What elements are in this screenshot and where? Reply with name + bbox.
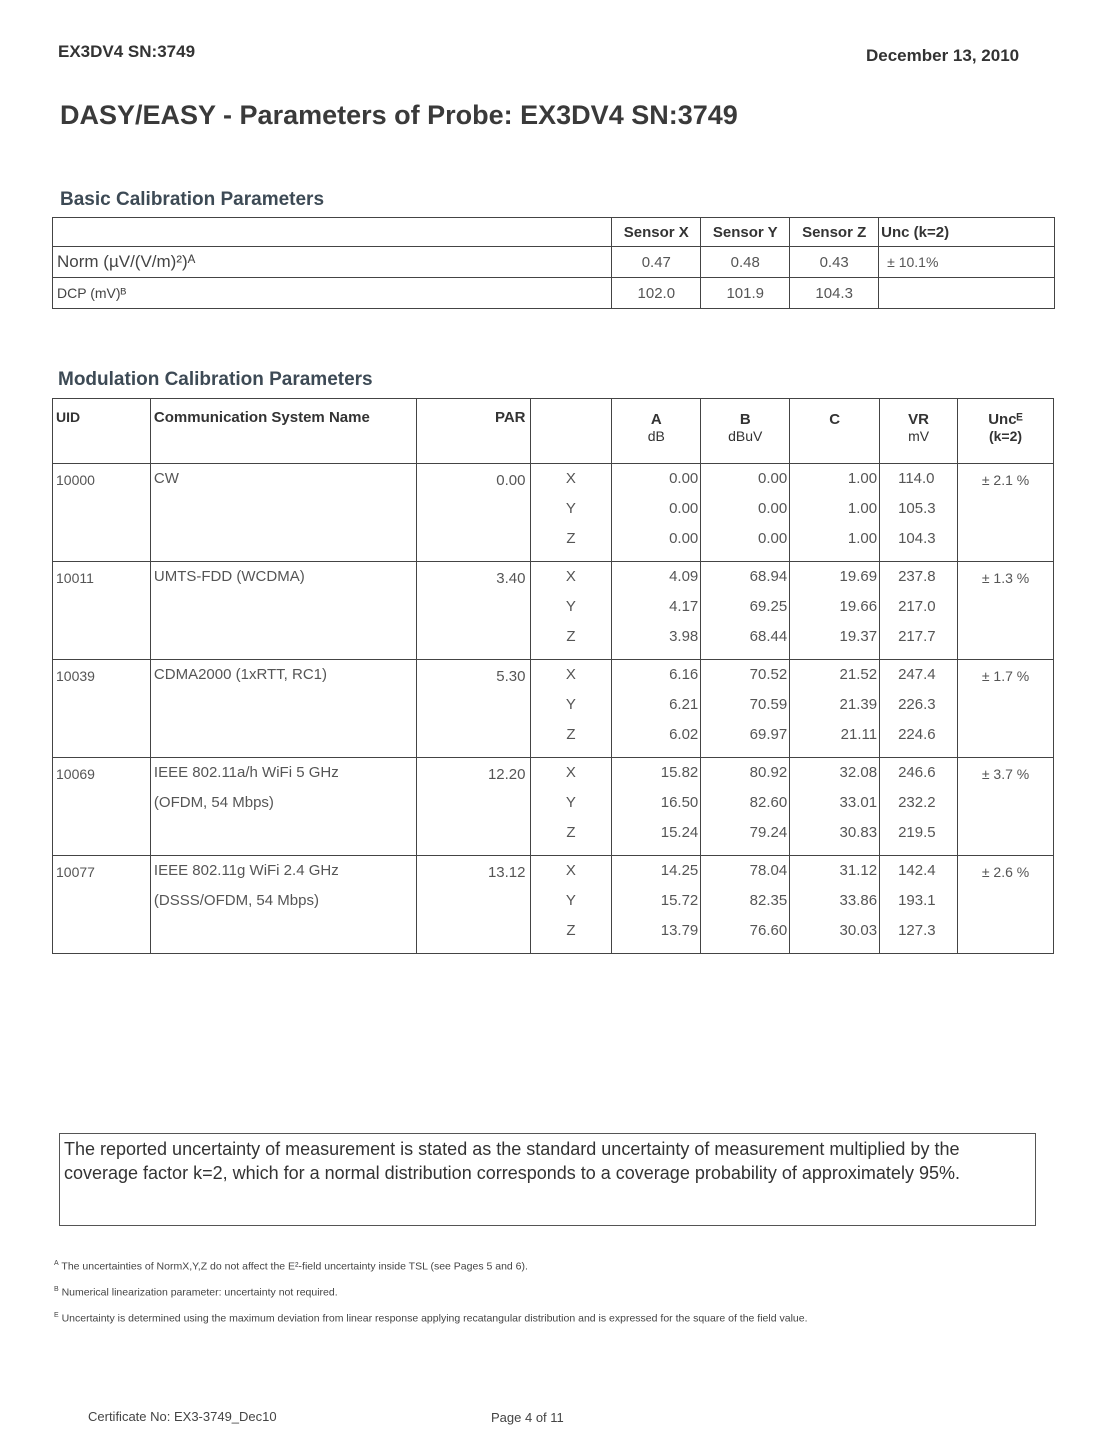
footnote-text: Numerical linearization parameter: uncertainty not required. bbox=[61, 1286, 338, 1299]
mod-cell-b: 69.25 bbox=[749, 598, 788, 615]
mod-axis-col bbox=[530, 660, 612, 758]
mod-b-col bbox=[701, 464, 790, 562]
mod-axis-col bbox=[530, 562, 612, 660]
basic-col-sensor-z: Sensor Z bbox=[790, 218, 879, 247]
mod-c-col bbox=[790, 758, 880, 856]
basic-row-dcp bbox=[53, 278, 1055, 309]
mod-uid: 10000 bbox=[53, 464, 151, 562]
modulation-calibration-heading: Modulation Calibration Parameters bbox=[58, 369, 373, 390]
basic-row-norm bbox=[53, 247, 1055, 278]
mod-cell-b: 82.35 bbox=[749, 892, 788, 909]
basic-col-sensor-y: Sensor Y bbox=[701, 218, 790, 247]
mod-cell-b: 82.60 bbox=[749, 794, 788, 811]
mod-system-name bbox=[150, 856, 416, 954]
modulation-header-row bbox=[53, 399, 1054, 464]
mod-cell-a: 6.16 bbox=[669, 666, 699, 683]
uncertainty-note: The reported uncertainty of measurement is stated as the standard uncertainty of measurement multiplied by the coverage factor k=2, which for a normal distribution corresponds to a coverage probability of approximately 95%. bbox=[59, 1133, 1036, 1226]
mod-cell-b: 0.00 bbox=[757, 500, 788, 517]
mod-col-vr-unit: mV bbox=[908, 428, 930, 444]
mod-cell-b: 69.97 bbox=[749, 726, 788, 743]
mod-cell-c: 19.37 bbox=[839, 628, 878, 645]
page-number: Page 4 of 11 bbox=[491, 1410, 564, 1425]
mod-cell-axis: Y bbox=[565, 598, 576, 615]
mod-cell-c: 31.12 bbox=[839, 862, 878, 879]
mod-cell-vr: 193.1 bbox=[898, 892, 936, 909]
basic-row-label: Norm (µV/(V/m)²)ᴬ bbox=[53, 247, 612, 278]
mod-cell-b: 68.44 bbox=[749, 628, 788, 645]
basic-col-unc: Unc (k=2) bbox=[879, 218, 1055, 247]
mod-cell-vr: 237.8 bbox=[898, 568, 936, 585]
mod-cell-b: 76.60 bbox=[749, 922, 788, 939]
mod-cell-axis: X bbox=[565, 470, 576, 487]
mod-cell-a: 3.98 bbox=[669, 628, 699, 645]
mod-col-unc bbox=[958, 399, 1054, 464]
basic-row-label: DCP (mV)ᴮ bbox=[53, 278, 612, 309]
mod-cell-a: 13.79 bbox=[660, 922, 699, 939]
mod-b-col bbox=[701, 562, 790, 660]
mod-a-col bbox=[612, 758, 701, 856]
basic-cell-unc: ± 10.1% bbox=[879, 247, 1055, 278]
mod-cell-b: 68.94 bbox=[749, 568, 788, 585]
mod-cell-vr: 219.5 bbox=[898, 824, 936, 841]
footnote-text: Uncertainty is determined using the maximum deviation from linear response applying recatangular distribution and is expressed for the square of the field value. bbox=[61, 1312, 808, 1325]
mod-system-name bbox=[150, 562, 416, 660]
mod-uid: 10077 bbox=[53, 856, 151, 954]
mod-uid: 10039 bbox=[53, 660, 151, 758]
basic-cell: 0.47 bbox=[612, 247, 701, 278]
mod-cell-axis: X bbox=[565, 764, 576, 781]
mod-cell-vr: 224.6 bbox=[898, 726, 936, 743]
mod-cell-a: 15.72 bbox=[660, 892, 699, 909]
mod-system-name-line: CW bbox=[153, 470, 179, 487]
basic-cell: 0.48 bbox=[701, 247, 790, 278]
mod-cell-a: 6.21 bbox=[669, 696, 699, 713]
modulation-calibration-table bbox=[52, 398, 1054, 954]
mod-cell-b: 78.04 bbox=[749, 862, 788, 879]
basic-cell: 101.9 bbox=[701, 278, 790, 309]
mod-system-name-line: IEEE 802.11g WiFi 2.4 GHz bbox=[153, 862, 339, 879]
basic-calibration-heading: Basic Calibration Parameters bbox=[60, 189, 325, 210]
mod-vr-col bbox=[880, 660, 958, 758]
mod-a-col bbox=[612, 464, 701, 562]
header-probe-id: EX3DV4 SN:3749 bbox=[58, 42, 196, 61]
footnote-mark: B bbox=[54, 1286, 59, 1293]
basic-calibration-table bbox=[52, 217, 1055, 309]
mod-cell-c: 32.08 bbox=[839, 764, 878, 781]
mod-cell-b: 80.92 bbox=[749, 764, 788, 781]
mod-axis-col bbox=[530, 758, 612, 856]
mod-cell-vr: 127.3 bbox=[898, 922, 936, 939]
mod-b-col bbox=[701, 660, 790, 758]
mod-col-name: Communication System Name bbox=[150, 399, 416, 464]
mod-par: 12.20 bbox=[416, 758, 530, 856]
mod-cell-c: 30.03 bbox=[839, 922, 878, 939]
mod-unc: ± 3.7 % bbox=[958, 758, 1054, 856]
mod-cell-c: 1.00 bbox=[847, 500, 878, 517]
basic-header-row bbox=[53, 218, 1055, 247]
mod-cell-vr: 246.6 bbox=[898, 764, 936, 781]
mod-col-c-label: C bbox=[829, 411, 841, 428]
mod-cell-b: 0.00 bbox=[757, 470, 788, 487]
mod-cell-a: 6.02 bbox=[669, 726, 699, 743]
mod-system-name-line: IEEE 802.11a/h WiFi 5 GHz bbox=[153, 764, 339, 781]
mod-system-name-line: UMTS-FDD (WCDMA) bbox=[153, 568, 305, 585]
mod-col-a bbox=[612, 399, 701, 464]
page-title: DASY/EASY - Parameters of Probe: EX3DV4 SN:3749 bbox=[60, 100, 738, 130]
mod-cell-axis: Z bbox=[566, 628, 576, 645]
mod-group-row bbox=[53, 758, 1054, 856]
mod-a-col bbox=[612, 562, 701, 660]
mod-cell-axis: Y bbox=[565, 794, 576, 811]
mod-col-vr-label: VR bbox=[908, 411, 929, 428]
mod-vr-col bbox=[880, 562, 958, 660]
mod-cell-c: 21.52 bbox=[839, 666, 878, 683]
mod-c-col bbox=[790, 856, 880, 954]
mod-par: 5.30 bbox=[416, 660, 530, 758]
mod-cell-c: 21.39 bbox=[839, 696, 878, 713]
mod-system-name-line: (OFDM, 54 Mbps) bbox=[153, 794, 274, 811]
mod-col-unc-sub: (k=2) bbox=[988, 428, 1023, 444]
mod-group-row bbox=[53, 856, 1054, 954]
mod-col-unc-label: Uncᴱ bbox=[988, 411, 1023, 428]
mod-cell-a: 0.00 bbox=[669, 500, 699, 517]
mod-par: 3.40 bbox=[416, 562, 530, 660]
footnote-mark: A bbox=[54, 1260, 59, 1267]
mod-col-a-label: A bbox=[650, 411, 662, 428]
footnote-e bbox=[54, 1312, 808, 1325]
mod-cell-b: 0.00 bbox=[757, 530, 788, 547]
mod-unc: ± 1.7 % bbox=[958, 660, 1054, 758]
mod-col-b-label: B bbox=[739, 411, 751, 428]
mod-cell-c: 21.11 bbox=[840, 726, 878, 743]
mod-cell-c: 33.01 bbox=[839, 794, 878, 811]
mod-unc: ± 2.1 % bbox=[958, 464, 1054, 562]
mod-col-b bbox=[701, 399, 790, 464]
mod-col-b-unit: dBuV bbox=[728, 428, 763, 444]
basic-cell: 102.0 bbox=[612, 278, 701, 309]
mod-cell-c: 30.83 bbox=[839, 824, 878, 841]
mod-cell-a: 14.25 bbox=[660, 862, 699, 879]
mod-cell-a: 15.24 bbox=[660, 824, 699, 841]
mod-cell-axis: Z bbox=[566, 530, 576, 547]
footnote-text: The uncertainties of NormX,Y,Z do not affect the E²-field uncertainty inside TSL (see Pages 5 and 6). bbox=[61, 1260, 528, 1273]
mod-cell-vr: 247.4 bbox=[898, 666, 936, 683]
basic-cell-unc bbox=[879, 278, 1055, 309]
mod-axis-col bbox=[530, 856, 612, 954]
mod-a-col bbox=[612, 856, 701, 954]
mod-cell-a: 15.82 bbox=[660, 764, 699, 781]
mod-cell-a: 0.00 bbox=[669, 470, 699, 487]
mod-system-name-line: CDMA2000 (1xRTT, RC1) bbox=[153, 666, 328, 683]
mod-cell-vr: 105.3 bbox=[898, 500, 936, 517]
footnote-mark: E bbox=[54, 1312, 59, 1319]
mod-cell-c: 19.66 bbox=[839, 598, 878, 615]
mod-system-name bbox=[150, 464, 416, 562]
mod-cell-a: 0.00 bbox=[669, 530, 699, 547]
mod-c-col bbox=[790, 464, 880, 562]
header-date: December 13, 2010 bbox=[866, 46, 1020, 65]
mod-c-col bbox=[790, 660, 880, 758]
mod-cell-axis: Z bbox=[566, 726, 576, 743]
mod-b-col bbox=[701, 758, 790, 856]
mod-axis-col bbox=[530, 464, 612, 562]
mod-cell-b: 79.24 bbox=[749, 824, 788, 841]
mod-cell-c: 33.86 bbox=[839, 892, 878, 909]
mod-cell-vr: 142.4 bbox=[898, 862, 936, 879]
mod-cell-vr: 226.3 bbox=[898, 696, 936, 713]
mod-b-col bbox=[701, 856, 790, 954]
mod-col-a-unit: dB bbox=[647, 428, 665, 444]
mod-cell-axis: Z bbox=[566, 824, 576, 841]
mod-cell-axis: Y bbox=[565, 892, 576, 909]
mod-cell-a: 4.09 bbox=[669, 568, 699, 585]
mod-vr-col bbox=[880, 464, 958, 562]
mod-cell-axis: Z bbox=[566, 922, 576, 939]
mod-system-name bbox=[150, 660, 416, 758]
certificate-number: Certificate No: EX3-3749_Dec10 bbox=[88, 1409, 277, 1424]
mod-cell-axis: X bbox=[565, 666, 576, 683]
mod-par: 0.00 bbox=[416, 464, 530, 562]
mod-system-name-line: (DSSS/OFDM, 54 Mbps) bbox=[153, 892, 319, 909]
mod-cell-b: 70.52 bbox=[749, 666, 788, 683]
mod-a-col bbox=[612, 660, 701, 758]
mod-uid: 10069 bbox=[53, 758, 151, 856]
basic-cell: 104.3 bbox=[790, 278, 879, 309]
mod-col-c bbox=[790, 399, 880, 464]
mod-cell-vr: 217.0 bbox=[898, 598, 936, 615]
mod-system-name bbox=[150, 758, 416, 856]
mod-unc: ± 1.3 % bbox=[958, 562, 1054, 660]
mod-vr-col bbox=[880, 758, 958, 856]
mod-cell-vr: 104.3 bbox=[898, 530, 936, 547]
footnote-a bbox=[54, 1260, 528, 1273]
mod-cell-vr: 217.7 bbox=[898, 628, 936, 645]
mod-col-axis bbox=[530, 399, 612, 464]
mod-cell-c: 19.69 bbox=[839, 568, 878, 585]
basic-header-blank bbox=[53, 218, 612, 247]
mod-group-row bbox=[53, 464, 1054, 562]
mod-col-uid: UID bbox=[53, 399, 151, 464]
mod-c-col bbox=[790, 562, 880, 660]
mod-col-par: PAR bbox=[416, 399, 530, 464]
mod-cell-a: 4.17 bbox=[669, 598, 699, 615]
mod-vr-col bbox=[880, 856, 958, 954]
mod-cell-a: 16.50 bbox=[660, 794, 699, 811]
mod-cell-c: 1.00 bbox=[847, 470, 878, 487]
mod-col-vr bbox=[880, 399, 958, 464]
mod-uid: 10011 bbox=[53, 562, 151, 660]
mod-cell-axis: Y bbox=[565, 696, 576, 713]
mod-cell-vr: 232.2 bbox=[898, 794, 936, 811]
mod-unc: ± 2.6 % bbox=[958, 856, 1054, 954]
mod-group-row bbox=[53, 562, 1054, 660]
mod-par: 13.12 bbox=[416, 856, 530, 954]
mod-cell-c: 1.00 bbox=[847, 530, 878, 547]
footnote-b bbox=[54, 1286, 338, 1299]
mod-cell-axis: X bbox=[565, 568, 576, 585]
mod-cell-axis: Y bbox=[565, 500, 576, 517]
mod-cell-axis: X bbox=[565, 862, 576, 879]
mod-cell-vr: 114.0 bbox=[898, 470, 935, 487]
mod-group-row bbox=[53, 660, 1054, 758]
basic-col-sensor-x: Sensor X bbox=[612, 218, 701, 247]
mod-cell-b: 70.59 bbox=[749, 696, 788, 713]
basic-cell: 0.43 bbox=[790, 247, 879, 278]
